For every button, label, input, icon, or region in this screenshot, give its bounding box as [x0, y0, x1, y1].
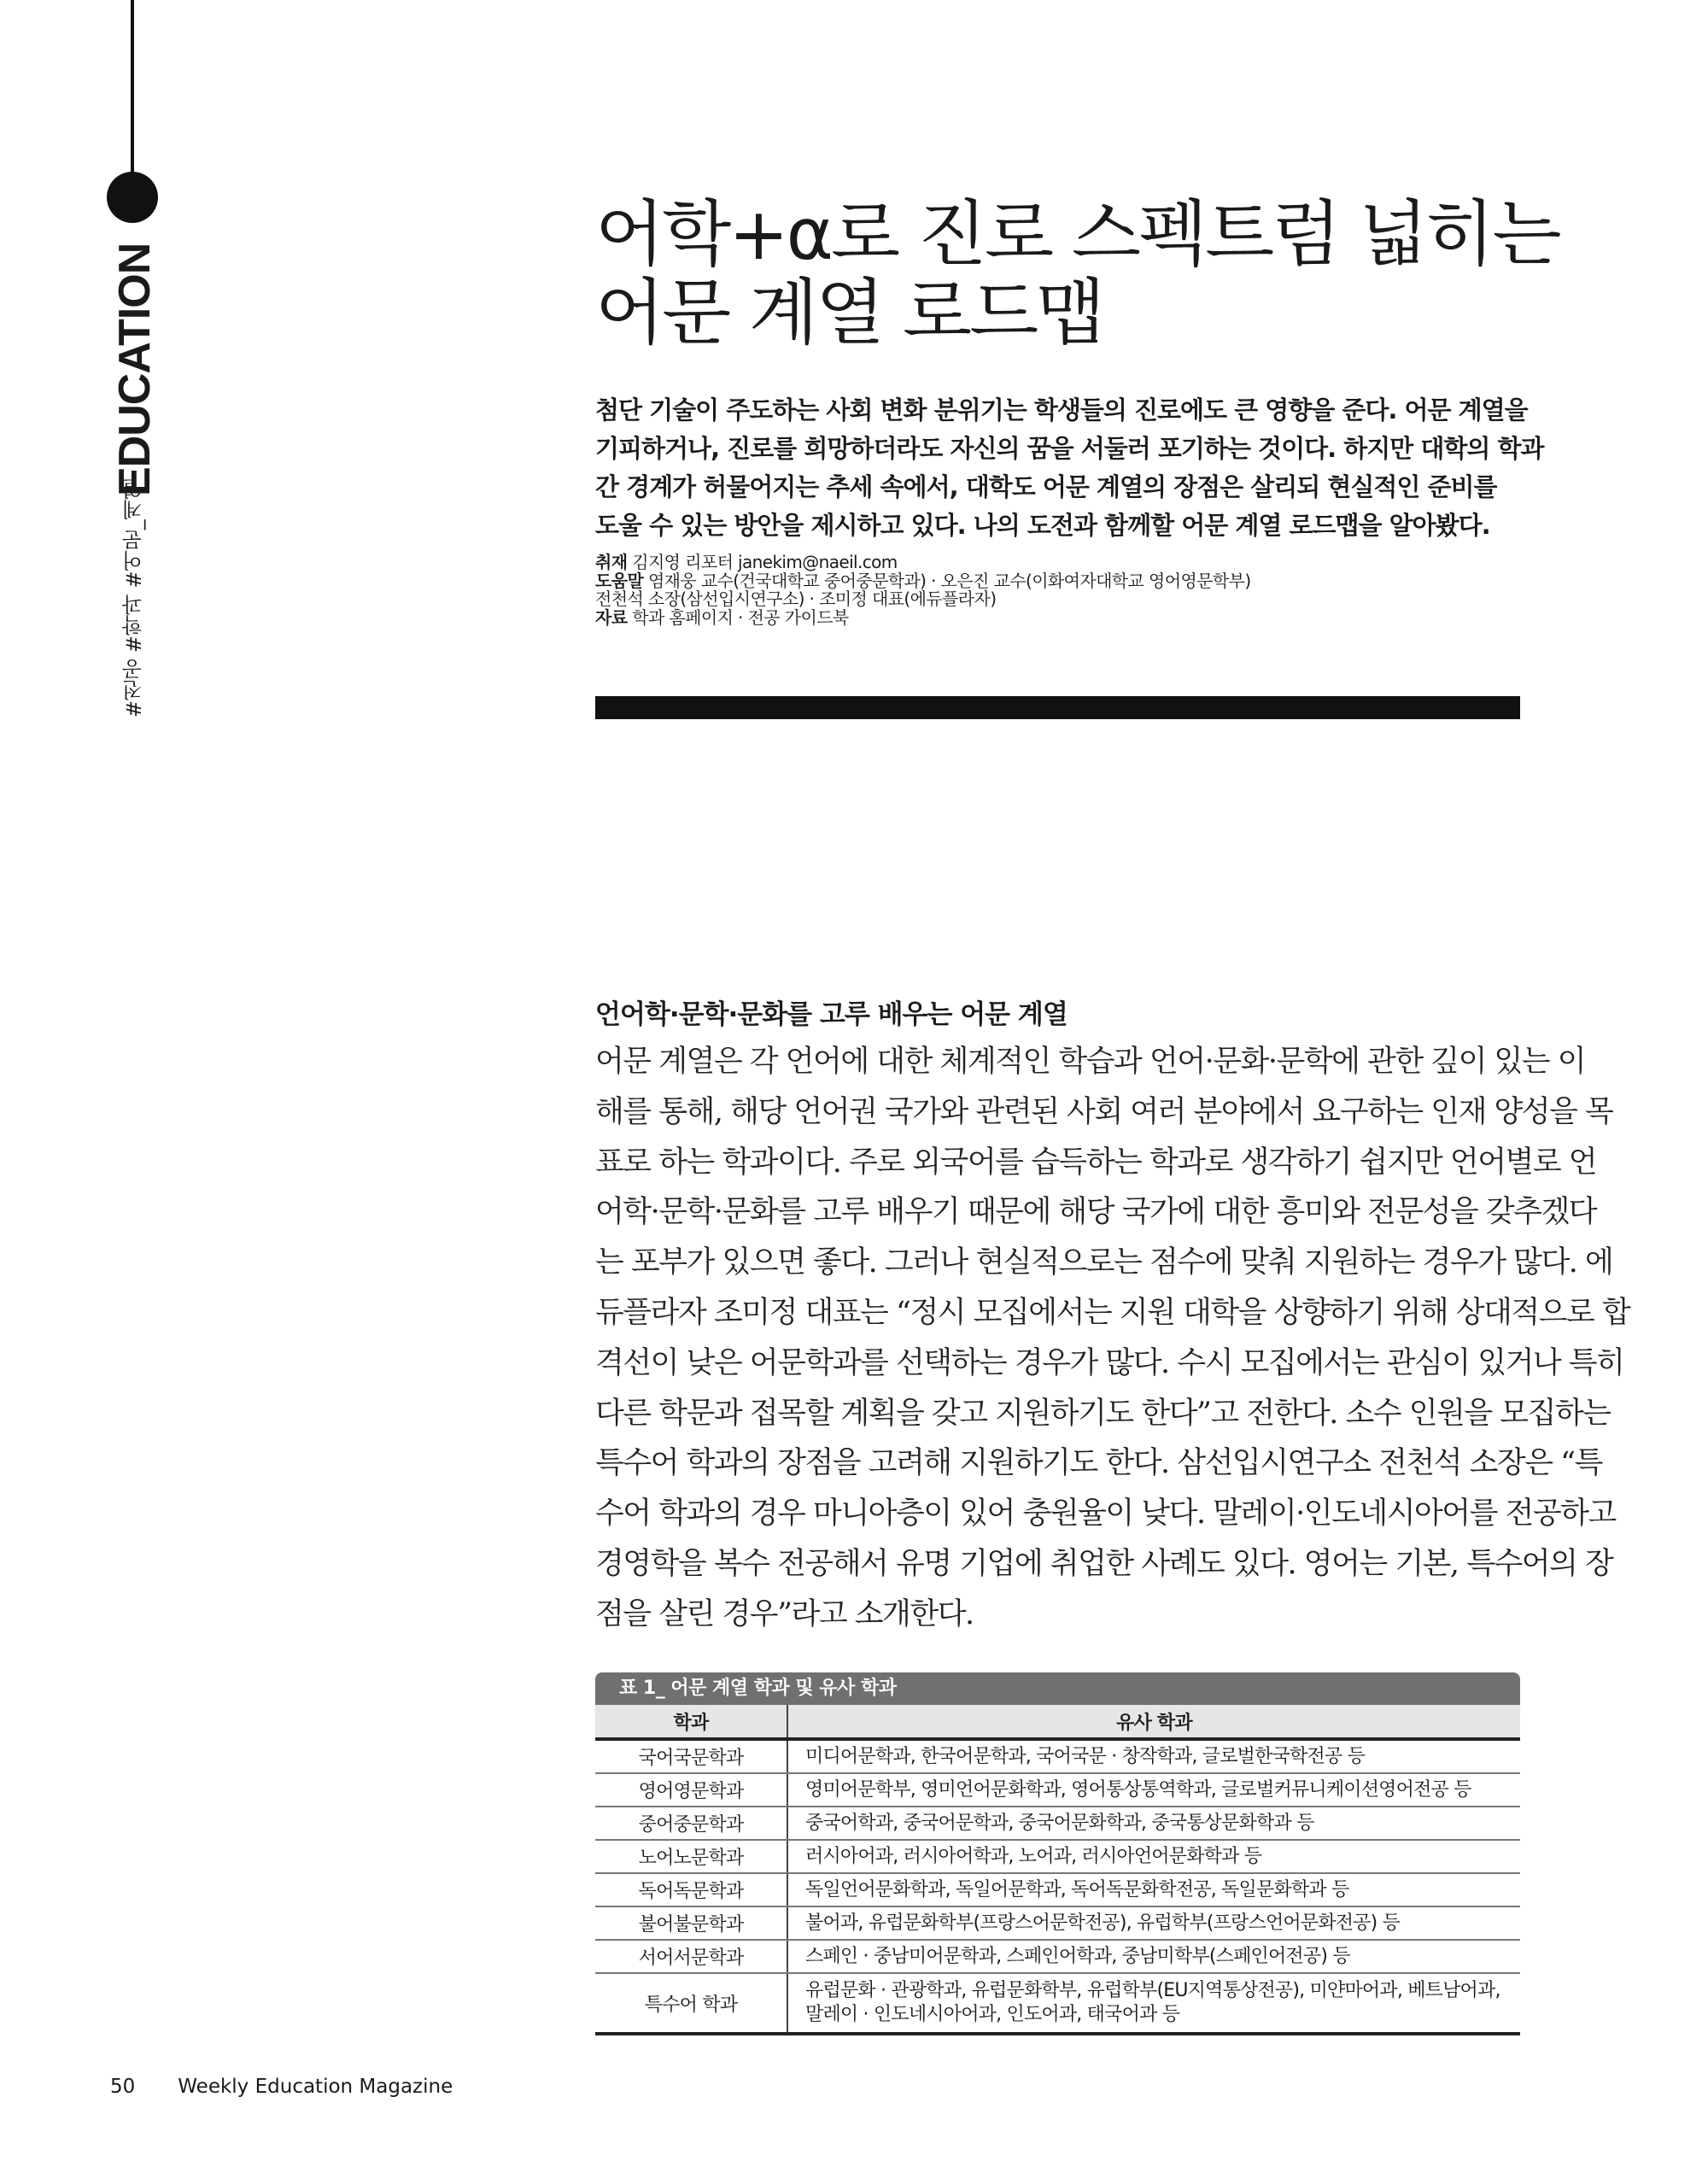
table-row [595, 1973, 1520, 2034]
similar-cell: 러시아어과, 러시아어학과, 노어과, 러시아언어문화학과 등 [787, 1840, 1520, 1873]
body-line: 표로 하는 학과이다. 주로 외국어를 습득하는 학과로 생각하기 쉽지만 언어별로 언 [595, 1145, 1597, 1180]
table-row [595, 1940, 1520, 1973]
body-line: 어학·문학·문화를 고루 배우기 때문에 해당 국가에 대한 흥미와 전문성을 갖추겠다 [595, 1195, 1597, 1230]
similar-line: 말레이 · 인도네시아어과, 인도어과, 태국어과 등 [805, 2004, 1180, 2025]
hashtags: #전공 #학과 #어문_계열 [122, 478, 146, 717]
dept-cell: 독어독문학과 [595, 1873, 787, 1906]
similar-cell [787, 1973, 1520, 2034]
body-line: 수어 학과의 경우 마니아층이 있어 충원율이 낮다. 말레이·인도네시아어를 전공하고 [595, 1496, 1616, 1532]
table-caption: 표 1_ 어문 계열 학과 및 유사 학과 [595, 1672, 1520, 1705]
credits [595, 553, 1526, 627]
magazine-name: Weekly Education Magazine [178, 2076, 453, 2098]
table-row [595, 1873, 1520, 1906]
credit-help: 염재웅 교수(건국대학교 중어중문학과) · 오은진 교수(이화여자대학교 영어영문학부) [647, 570, 1251, 591]
credit-label: 자료 [595, 606, 628, 628]
decorative-line [131, 0, 134, 184]
credit-label: 취재 [595, 552, 628, 572]
title-line: 어학+α로 진로 스펙트럼 넓히는 [595, 192, 1559, 276]
similar-cell: 스페인 · 중남미어문학과, 스페인어학과, 중남미학부(스페인어전공) 등 [787, 1940, 1520, 1973]
dept-cell: 노어노문학과 [595, 1840, 787, 1873]
dept-cell: 특수어 학과 [595, 1973, 787, 2034]
page-title [595, 192, 1559, 354]
similar-cell: 독일언어문화학과, 독일어문학과, 독어독문화학전공, 독일문화학과 등 [787, 1873, 1520, 1906]
body-line: 점을 살린 경우”라고 소개한다. [595, 1596, 974, 1631]
departments-table [595, 1672, 1520, 2035]
table-row [595, 1773, 1520, 1807]
dept-cell: 불어불문학과 [595, 1906, 787, 1940]
similar-cell: 불어과, 유럽문화학부(프랑스어문학전공), 유럽학부(프랑스언어문화전공) 등 [787, 1906, 1520, 1940]
credit-source: 학과 홈페이지 · 전공 가이드북 [632, 606, 849, 628]
intro-line: 기피하거나, 진로를 희망하더라도 자신의 꿈을 서둘러 포기하는 것이다. 하지만 대학의 학과 [595, 434, 1544, 463]
intro-line: 간 경계가 허물어지는 추세 속에서, 대학도 어문 계열의 장점은 살리되 현실적인 준비를 [595, 472, 1497, 501]
table-row [595, 1739, 1520, 1773]
divider-bar [595, 696, 1520, 719]
table-row [595, 1840, 1520, 1873]
similar-cell: 중국어학과, 중국어문학과, 중국어문화학과, 중국통상문화학과 등 [787, 1807, 1520, 1840]
section-label: EDUCATION [110, 243, 160, 496]
column-header: 유사 학과 [787, 1705, 1520, 1739]
page-footer [110, 2076, 495, 2098]
intro-paragraph [595, 391, 1544, 545]
table-row [595, 1906, 1520, 1940]
dept-cell: 서어서문학과 [595, 1940, 787, 1973]
dept-cell: 영어영문학과 [595, 1773, 787, 1807]
body-line: 다른 학문과 접목할 계획을 갖고 지원하기도 한다”고 전한다. 소수 인원을 모집하는 [595, 1396, 1611, 1431]
table-row [595, 1807, 1520, 1840]
section-heading: 언어학·문학·문화를 고루 배우는 어문 계열 [595, 999, 1068, 1030]
body-line: 듀플라자 조미정 대표는 “정시 모집에서는 지원 대학을 상향하기 위해 상대적으로 합 [595, 1295, 1630, 1330]
body-line: 해를 통해, 해당 언어권 국가와 관련된 사회 여러 분야에서 요구하는 인재 양성을 목 [595, 1094, 1613, 1129]
decorative-dot [107, 172, 158, 223]
credit-label: 도움말 [595, 570, 644, 591]
similar-cell: 영미어문학부, 영미언어문화학과, 영어통상통역학과, 글로벌커뮤니케이션영어전공 등 [787, 1773, 1520, 1807]
credit-help: 전천석 소장(삼선입시연구소) · 조미정 대표(에듀플라자) [595, 589, 997, 609]
similar-line: 유럽문화 · 관광학과, 유럽문화학부, 유럽학부(EU지역통상전공), 미얀마어과, 베트남어과, [805, 1980, 1500, 2001]
dept-cell: 중어중문학과 [595, 1807, 787, 1840]
body-line: 특수어 학과의 장점을 고려해 지원하기도 한다. 삼선입시연구소 전천석 소장은 “특 [595, 1446, 1602, 1481]
body-line: 는 포부가 있으면 좋다. 그러나 현실적으로는 점수에 맞춰 지원하는 경우가 많다. 에 [595, 1245, 1613, 1280]
body-line: 격선이 낮은 어문학과를 선택하는 경우가 많다. 수시 모집에서는 관심이 있거나 특히 [595, 1345, 1624, 1380]
body-line: 경영학을 복수 전공해서 유명 기업에 취업한 사례도 있다. 영어는 기본, 특수어의 장 [595, 1546, 1613, 1581]
intro-line: 첨단 기술이 주도하는 사회 변화 분위기는 학생들의 진로에도 큰 영향을 준다. 어문 계열을 [595, 395, 1528, 425]
dept-cell: 국어국문학과 [595, 1739, 787, 1773]
body-line: 어문 계열은 각 언어에 대한 체계적인 학습과 언어·문화·문학에 관한 깊이 있는 이 [595, 1045, 1586, 1079]
title-line: 어문 계열 로드맵 [595, 271, 1103, 354]
credit-reporter: 김지영 리포터 janekim@naeil.com [632, 552, 898, 572]
similar-cell: 미디어문학과, 한국어문학과, 국어국문 · 창작학과, 글로벌한국학전공 등 [787, 1739, 1520, 1773]
page-number: 50 [110, 2076, 136, 2098]
body-text [595, 1037, 1630, 1640]
intro-line: 도울 수 있는 방안을 제시하고 있다. 나의 도전과 함께할 어문 계열 로드맵을 알아봤다. [595, 511, 1490, 540]
column-header: 학과 [595, 1705, 787, 1739]
